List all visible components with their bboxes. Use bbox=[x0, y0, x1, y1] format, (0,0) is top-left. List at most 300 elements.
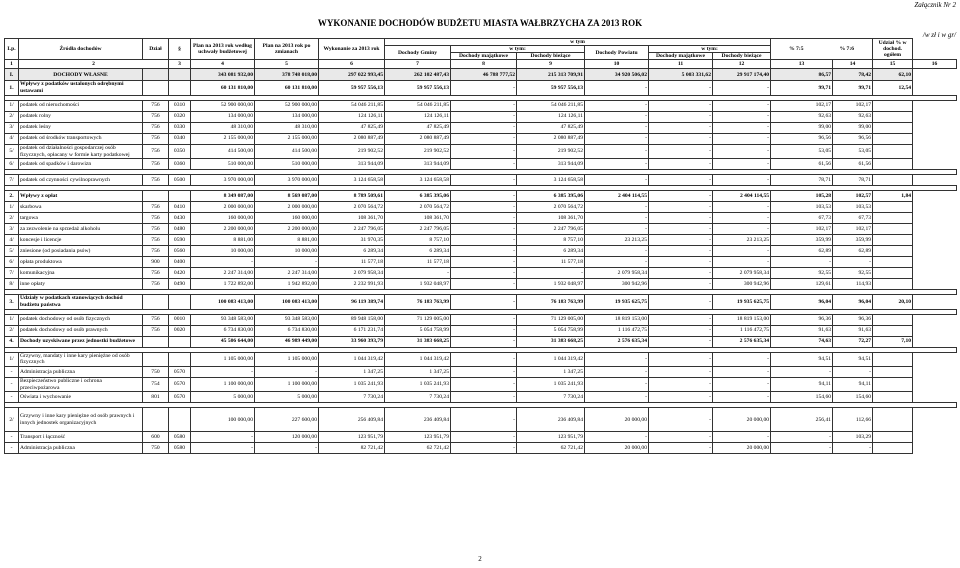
row-source-name: Transport i łączność bbox=[19, 432, 143, 443]
row-value: 91,63 bbox=[771, 325, 833, 336]
table-row bbox=[5, 224, 957, 235]
row-value: 20 000,00 bbox=[585, 443, 649, 454]
currency-unit: /w zł i w gr/ bbox=[922, 31, 956, 39]
row-value: 114,93 bbox=[833, 279, 873, 290]
row-value: - bbox=[585, 392, 649, 403]
row-value: 2 070 564,72 bbox=[385, 202, 451, 213]
row-number: 7/ bbox=[5, 175, 19, 186]
row-division: 750 bbox=[143, 443, 169, 454]
row-value bbox=[873, 235, 913, 246]
table-row bbox=[5, 378, 957, 392]
row-value: 2 404 114,55 bbox=[585, 191, 649, 202]
row-value: - bbox=[255, 257, 319, 268]
row-value: - bbox=[649, 367, 713, 378]
annex-label: Załącznik Nr 2 bbox=[914, 1, 956, 9]
row-value: - bbox=[649, 133, 713, 144]
table-row bbox=[5, 175, 957, 186]
header-division: Dział bbox=[143, 39, 169, 60]
row-value: - bbox=[713, 352, 771, 366]
row-division: 756 bbox=[143, 235, 169, 246]
row-value: - bbox=[451, 235, 517, 246]
row-value: 300 942,96 bbox=[713, 279, 771, 290]
header-plan-budget: Plan na 2013 rok według uchwały budżetowej bbox=[191, 39, 255, 60]
row-value: 102,17 bbox=[771, 224, 833, 235]
row-division: 756 bbox=[143, 268, 169, 279]
row-value: 2 200 000,00 bbox=[191, 224, 255, 235]
row-value: 414 500,00 bbox=[191, 144, 255, 158]
row-value: 5 054 758,99 bbox=[385, 325, 451, 336]
header-county: Dochody Powiatu bbox=[585, 46, 649, 60]
row-division: 756 bbox=[143, 246, 169, 257]
column-number: 8 bbox=[451, 60, 517, 69]
row-value: - bbox=[255, 443, 319, 454]
row-value: 1 116 472,75 bbox=[713, 325, 771, 336]
row-number: 2/ bbox=[5, 213, 19, 224]
row-value: 414 500,00 bbox=[255, 144, 319, 158]
header-commune-current: Dochody bieżące bbox=[517, 53, 585, 60]
row-value: 5 000,00 bbox=[255, 392, 319, 403]
row-value: 54 046 211,85 bbox=[319, 100, 385, 111]
row-value: 2 247 796,05 bbox=[319, 224, 385, 235]
column-number: 11 bbox=[649, 60, 713, 69]
row-value: 2 000 000,00 bbox=[191, 202, 255, 213]
table-row bbox=[5, 159, 957, 170]
row-value: 112,66 bbox=[833, 408, 873, 432]
row-value: - bbox=[451, 191, 517, 202]
row-paragraph: 0340 bbox=[169, 133, 191, 144]
row-value: 10 000,00 bbox=[255, 246, 319, 257]
row-number: 1/ bbox=[5, 314, 19, 325]
row-value: - bbox=[585, 213, 649, 224]
row-value: - bbox=[649, 257, 713, 268]
row-value bbox=[873, 202, 913, 213]
row-value: - bbox=[451, 443, 517, 454]
row-value: 8 349 087,00 bbox=[191, 191, 255, 202]
row-value: 34 920 506,02 bbox=[585, 69, 649, 81]
row-value: 2 080 887,49 bbox=[385, 133, 451, 144]
row-paragraph bbox=[169, 81, 191, 95]
row-value: - bbox=[649, 408, 713, 432]
row-value: 96,04 bbox=[771, 295, 833, 309]
row-value: - bbox=[649, 235, 713, 246]
row-value: - bbox=[649, 202, 713, 213]
row-value: 94,11 bbox=[833, 378, 873, 392]
table-row bbox=[5, 122, 957, 133]
row-value: 359,99 bbox=[771, 235, 833, 246]
row-value: 12,54 bbox=[873, 81, 913, 95]
row-value: - bbox=[771, 443, 833, 454]
row-value: 92,55 bbox=[833, 268, 873, 279]
row-number: 4. bbox=[5, 336, 19, 347]
row-number: 4/ bbox=[5, 133, 19, 144]
row-number: 2/ bbox=[5, 325, 19, 336]
row-value: - bbox=[713, 246, 771, 257]
row-value: 67,73 bbox=[771, 213, 833, 224]
row-source-name: za zezwolenie na sprzedaż alkoholu bbox=[19, 224, 143, 235]
row-value bbox=[873, 257, 913, 268]
header-including: w tym bbox=[385, 39, 771, 46]
header-county-including: w tym: bbox=[649, 46, 771, 53]
row-value: 1 722 892,00 bbox=[191, 279, 255, 290]
row-value: - bbox=[451, 378, 517, 392]
row-value: 67,73 bbox=[833, 213, 873, 224]
row-value: 2 070 564,72 bbox=[319, 202, 385, 213]
row-division bbox=[143, 69, 169, 81]
row-value: 8 757,10 bbox=[385, 235, 451, 246]
row-value: 6 385 395,06 bbox=[385, 191, 451, 202]
header-share: Udział % w dochod. ogółem bbox=[873, 39, 913, 60]
row-paragraph: 0490 bbox=[169, 279, 191, 290]
table-row bbox=[5, 295, 957, 309]
row-value: 94,51 bbox=[771, 352, 833, 366]
row-value: - bbox=[191, 432, 255, 443]
row-value: - bbox=[713, 202, 771, 213]
row-division: 754 bbox=[143, 378, 169, 392]
table-row bbox=[5, 408, 957, 432]
row-paragraph: 0480 bbox=[169, 224, 191, 235]
row-value: 236 409,84 bbox=[517, 408, 585, 432]
row-value: 103,53 bbox=[771, 202, 833, 213]
row-source-name: koncesje i licencje bbox=[19, 235, 143, 246]
row-value: - bbox=[451, 392, 517, 403]
row-value: 31 383 668,25 bbox=[517, 336, 585, 347]
row-paragraph: 0580 bbox=[169, 443, 191, 454]
row-value: 92,63 bbox=[771, 111, 833, 122]
column-number: 7 bbox=[385, 60, 451, 69]
row-source-name: podatek od środków transportowych bbox=[19, 133, 143, 144]
row-value: 6 289,34 bbox=[385, 246, 451, 257]
row-value: 1,84 bbox=[873, 191, 913, 202]
row-paragraph: 0580 bbox=[169, 432, 191, 443]
row-value: 1 035 241,93 bbox=[319, 378, 385, 392]
row-source-name: podatek dochodowy od osób fizycznych bbox=[19, 314, 143, 325]
row-division: 756 bbox=[143, 122, 169, 133]
header-pct-group bbox=[771, 39, 873, 60]
table-row bbox=[5, 268, 957, 279]
row-value: - bbox=[649, 378, 713, 392]
column-number: 6 bbox=[319, 60, 385, 69]
row-paragraph bbox=[169, 336, 191, 347]
row-division bbox=[143, 191, 169, 202]
row-value: - bbox=[649, 122, 713, 133]
row-value: - bbox=[585, 352, 649, 366]
row-value: 160 000,00 bbox=[255, 213, 319, 224]
row-value: 20 000,00 bbox=[713, 408, 771, 432]
row-number: I. bbox=[5, 69, 19, 81]
row-value: 61,56 bbox=[771, 159, 833, 170]
table-row bbox=[5, 111, 957, 122]
column-number: 13 bbox=[771, 60, 833, 69]
row-value: - bbox=[713, 111, 771, 122]
row-value: - bbox=[451, 133, 517, 144]
header-lp: Lp. bbox=[5, 39, 19, 60]
row-value: - bbox=[649, 352, 713, 366]
row-value: 256,41 bbox=[771, 408, 833, 432]
row-source-name: Dochody uzyskiwane przez jednostki budżetowe bbox=[19, 336, 143, 347]
row-value: 60 131 810,00 bbox=[191, 81, 255, 95]
row-value: 219 902,52 bbox=[385, 144, 451, 158]
row-paragraph: 0420 bbox=[169, 268, 191, 279]
row-paragraph: 0320 bbox=[169, 111, 191, 122]
row-value: - bbox=[771, 367, 833, 378]
row-value: - bbox=[585, 224, 649, 235]
row-value: - bbox=[385, 268, 451, 279]
row-value: 78,71 bbox=[771, 175, 833, 186]
row-value: 215 313 709,91 bbox=[517, 69, 585, 81]
row-value: - bbox=[451, 336, 517, 347]
row-value: 5 003 331,62 bbox=[649, 69, 713, 81]
row-value: 1 347,25 bbox=[517, 367, 585, 378]
row-value: 29 917 174,40 bbox=[713, 69, 771, 81]
row-value: - bbox=[451, 295, 517, 309]
row-division: 756 bbox=[143, 279, 169, 290]
row-value: - bbox=[585, 246, 649, 257]
row-value: 46 989 449,00 bbox=[255, 336, 319, 347]
row-value: 102,17 bbox=[833, 224, 873, 235]
row-value: 31 383 668,25 bbox=[385, 336, 451, 347]
row-value: 48 310,00 bbox=[255, 122, 319, 133]
column-number: 16 bbox=[913, 60, 957, 69]
row-value: 510 000,00 bbox=[191, 159, 255, 170]
row-value: - bbox=[713, 133, 771, 144]
row-value: 78,42 bbox=[833, 69, 873, 81]
row-value: 99,71 bbox=[833, 81, 873, 95]
row-value: 3 124 658,58 bbox=[319, 175, 385, 186]
row-value: 11 577,18 bbox=[517, 257, 585, 268]
row-value: 74,63 bbox=[771, 336, 833, 347]
row-paragraph: 0020 bbox=[169, 325, 191, 336]
row-value: 313 944,09 bbox=[385, 159, 451, 170]
row-value: 2 080 887,49 bbox=[517, 133, 585, 144]
row-source-name: skarbowa bbox=[19, 202, 143, 213]
row-value: - bbox=[649, 443, 713, 454]
row-value: - bbox=[713, 367, 771, 378]
row-division: 750 bbox=[143, 367, 169, 378]
row-value bbox=[873, 432, 913, 443]
row-value: 1 942 892,00 bbox=[255, 279, 319, 290]
row-value: 102,57 bbox=[833, 191, 873, 202]
row-division: 756 bbox=[143, 159, 169, 170]
row-value: - bbox=[451, 257, 517, 268]
row-value: - bbox=[451, 314, 517, 325]
row-value: 23 213,25 bbox=[585, 235, 649, 246]
row-division: 756 bbox=[143, 314, 169, 325]
row-value: - bbox=[451, 279, 517, 290]
row-value bbox=[873, 159, 913, 170]
row-division: 756 bbox=[143, 111, 169, 122]
row-value: 103,53 bbox=[833, 202, 873, 213]
table-row bbox=[5, 69, 957, 81]
column-number: 2 bbox=[19, 60, 169, 69]
row-value: 297 022 993,45 bbox=[319, 69, 385, 81]
row-value: 71 129 005,00 bbox=[385, 314, 451, 325]
row-value: 6 171 231,74 bbox=[319, 325, 385, 336]
row-value: - bbox=[649, 224, 713, 235]
row-source-name: Udziały w podatkach stanowiących dochód budżetu państwa bbox=[19, 295, 143, 309]
header-county-current: Dochody bieżące bbox=[713, 53, 771, 60]
row-value: 262 102 487,43 bbox=[385, 69, 451, 81]
row-number: 6/ bbox=[5, 159, 19, 170]
row-value: 99,71 bbox=[771, 81, 833, 95]
row-value: - bbox=[255, 367, 319, 378]
row-source-name: Grzywny i inne kary pieniężne od osób prawnych i innych jednostek organizacyjnych bbox=[19, 408, 143, 432]
row-value: - bbox=[649, 175, 713, 186]
column-number-row bbox=[5, 60, 957, 69]
row-number: - bbox=[5, 443, 19, 454]
row-value: 219 902,52 bbox=[517, 144, 585, 158]
row-value: 2 155 000,00 bbox=[191, 133, 255, 144]
row-number: - bbox=[5, 392, 19, 403]
row-value: 2 404 114,55 bbox=[713, 191, 771, 202]
row-value: - bbox=[771, 432, 833, 443]
row-division bbox=[143, 352, 169, 366]
row-value: - bbox=[517, 268, 585, 279]
row-value bbox=[873, 443, 913, 454]
row-value: 1 035 241,93 bbox=[385, 378, 451, 392]
header-county-property: Dochody majątkowe bbox=[649, 53, 713, 60]
table-row bbox=[5, 144, 957, 158]
row-paragraph: 0310 bbox=[169, 100, 191, 111]
row-value: - bbox=[713, 378, 771, 392]
row-paragraph: 0570 bbox=[169, 367, 191, 378]
row-value: 1 100 000,00 bbox=[255, 378, 319, 392]
row-source-name: podatek leśny bbox=[19, 122, 143, 133]
row-division bbox=[143, 336, 169, 347]
row-division: 756 bbox=[143, 175, 169, 186]
row-value: 6 734 830,00 bbox=[255, 325, 319, 336]
row-value: - bbox=[451, 352, 517, 366]
row-value: 1 105 000,00 bbox=[191, 352, 255, 366]
row-value: 8 881,00 bbox=[191, 235, 255, 246]
row-value: 2 576 635,34 bbox=[713, 336, 771, 347]
row-division bbox=[143, 408, 169, 432]
row-value: - bbox=[451, 122, 517, 133]
row-value bbox=[873, 100, 913, 111]
row-paragraph: 0410 bbox=[169, 202, 191, 213]
row-value: 160 000,00 bbox=[191, 213, 255, 224]
row-value: - bbox=[649, 268, 713, 279]
row-value: 99,00 bbox=[833, 122, 873, 133]
row-value: 1 347,25 bbox=[319, 367, 385, 378]
row-paragraph: 0400 bbox=[169, 257, 191, 268]
row-source-name: podatek rolny bbox=[19, 111, 143, 122]
row-source-name: inne opłaty bbox=[19, 279, 143, 290]
row-value: 2 070 564,72 bbox=[517, 202, 585, 213]
row-value: 31 970,35 bbox=[319, 235, 385, 246]
row-value: 7 730,24 bbox=[319, 392, 385, 403]
row-value: 227 600,00 bbox=[255, 408, 319, 432]
row-value: 124 126,11 bbox=[319, 111, 385, 122]
row-value: 6 734 830,00 bbox=[191, 325, 255, 336]
row-value: 47 825,49 bbox=[385, 122, 451, 133]
row-value: 53,05 bbox=[833, 144, 873, 158]
row-value: 47 825,49 bbox=[517, 122, 585, 133]
row-paragraph bbox=[169, 191, 191, 202]
row-value: 6 385 395,06 bbox=[517, 191, 585, 202]
column-number: 12 bbox=[713, 60, 771, 69]
row-value bbox=[873, 325, 913, 336]
row-source-name: Administracja publiczna bbox=[19, 443, 143, 454]
row-paragraph: 0560 bbox=[169, 246, 191, 257]
row-value: 62 721,42 bbox=[385, 443, 451, 454]
row-value: 134 000,00 bbox=[255, 111, 319, 122]
row-value: 103,29 bbox=[833, 432, 873, 443]
row-value: 18 819 153,00 bbox=[713, 314, 771, 325]
row-value: 123 951,79 bbox=[319, 432, 385, 443]
row-paragraph bbox=[169, 352, 191, 366]
row-value: 99,00 bbox=[771, 122, 833, 133]
row-number: 5/ bbox=[5, 144, 19, 158]
row-value bbox=[873, 122, 913, 133]
row-value: 11 577,18 bbox=[385, 257, 451, 268]
row-value: - bbox=[833, 443, 873, 454]
row-value: 134 000,00 bbox=[191, 111, 255, 122]
row-value: 11 577,18 bbox=[319, 257, 385, 268]
row-value: 5 000,00 bbox=[191, 392, 255, 403]
row-division: 756 bbox=[143, 133, 169, 144]
row-value: 3 970 000,00 bbox=[255, 175, 319, 186]
row-value: 8 789 509,61 bbox=[319, 191, 385, 202]
row-value: 108 361,70 bbox=[319, 213, 385, 224]
row-value: 20 000,00 bbox=[585, 408, 649, 432]
table-row bbox=[5, 443, 957, 454]
row-value: 123 951,79 bbox=[517, 432, 585, 443]
row-value: - bbox=[649, 432, 713, 443]
row-value: - bbox=[451, 159, 517, 170]
row-value: 8 881,00 bbox=[255, 235, 319, 246]
row-value: - bbox=[585, 144, 649, 158]
row-number: - bbox=[5, 432, 19, 443]
row-value: 1 044 319,42 bbox=[385, 352, 451, 366]
row-value: 108 361,70 bbox=[385, 213, 451, 224]
table-row bbox=[5, 100, 957, 111]
row-paragraph bbox=[169, 295, 191, 309]
row-value: - bbox=[585, 202, 649, 213]
row-value: - bbox=[451, 408, 517, 432]
row-source-name: podatek od działalności gospodarczej osób fizycznych, opłacany w formie karty podatkowej bbox=[19, 144, 143, 158]
row-source-name: Grzywny, mandaty i inne kary pieniężne od osób fizycznych bbox=[19, 352, 143, 366]
row-value bbox=[873, 175, 913, 186]
table-row bbox=[5, 246, 957, 257]
row-value: 3 124 658,58 bbox=[517, 175, 585, 186]
row-value: 154,60 bbox=[771, 392, 833, 403]
row-value: 62,89 bbox=[833, 246, 873, 257]
row-division: 600 bbox=[143, 432, 169, 443]
row-value: 46 788 777,52 bbox=[451, 69, 517, 81]
row-value: 236 409,84 bbox=[385, 408, 451, 432]
table-row bbox=[5, 336, 957, 347]
row-value: - bbox=[451, 111, 517, 122]
row-value: - bbox=[585, 175, 649, 186]
table-row bbox=[5, 392, 957, 403]
row-number: 5/ bbox=[5, 246, 19, 257]
row-value: 3 124 658,58 bbox=[385, 175, 451, 186]
table-row bbox=[5, 314, 957, 325]
row-value: 343 081 932,00 bbox=[191, 69, 255, 81]
row-value: 7,10 bbox=[873, 336, 913, 347]
row-value: 89 948 158,00 bbox=[319, 314, 385, 325]
row-value: 2 247 796,05 bbox=[385, 224, 451, 235]
row-value: - bbox=[713, 213, 771, 224]
column-number: 9 bbox=[517, 60, 585, 69]
row-value bbox=[873, 144, 913, 158]
row-value: - bbox=[585, 100, 649, 111]
row-value: 96 119 389,74 bbox=[319, 295, 385, 309]
row-value: 6 289,34 bbox=[319, 246, 385, 257]
row-value: 1 347,25 bbox=[385, 367, 451, 378]
column-number: 14 bbox=[833, 60, 873, 69]
row-value: - bbox=[649, 159, 713, 170]
